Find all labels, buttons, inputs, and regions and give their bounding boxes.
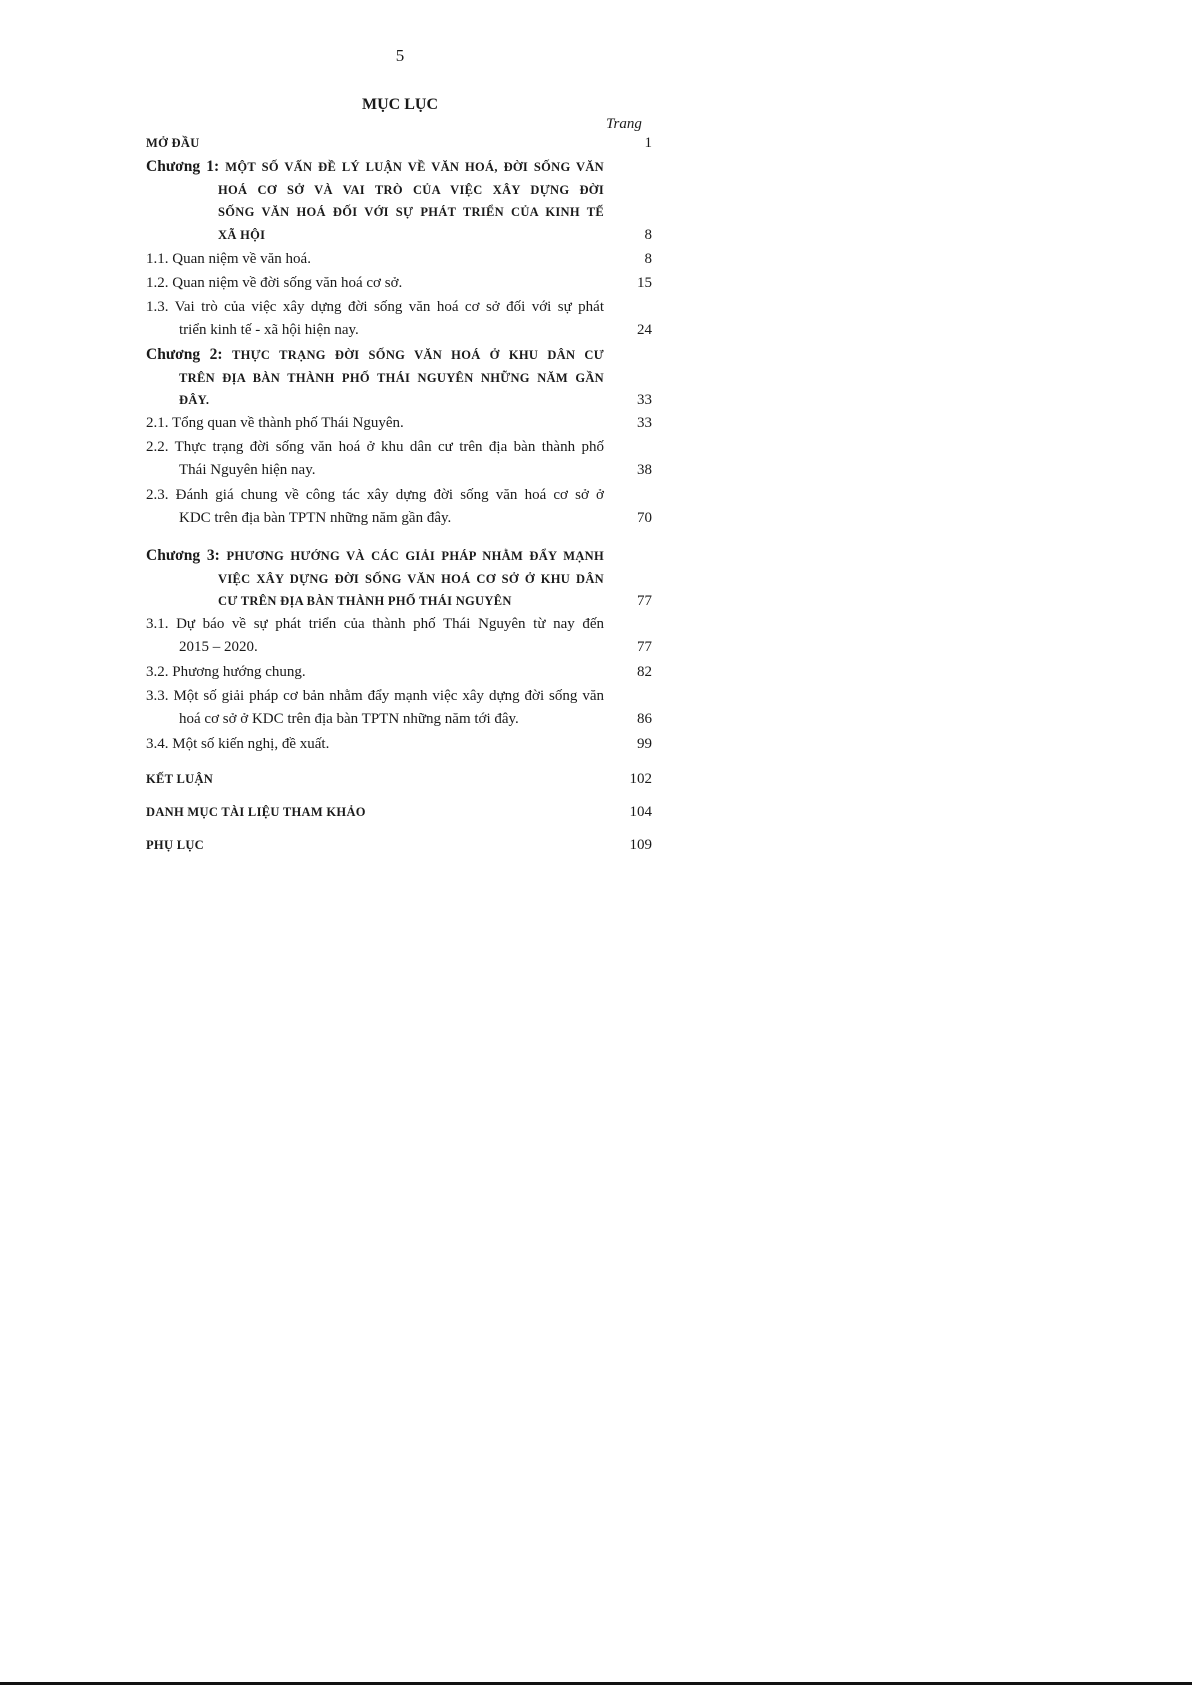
entry-line: triển kinh tế - xã hội hiện nay. [179, 321, 359, 338]
entry-page-number: 99 [637, 736, 652, 752]
entry-line: PHỤ LỤC [146, 838, 205, 852]
entry-line: hoá cơ sở ở KDC trên địa bàn TPTN những năm tới đây. [179, 710, 519, 727]
toc-entry-1-1[interactable] [146, 248, 658, 271]
entry-page-number: 70 [637, 509, 652, 526]
entry-page-number: 24 [637, 321, 652, 338]
toc-entry-2-3[interactable] [146, 484, 658, 529]
toc-entry-1-2[interactable] [146, 272, 658, 295]
toc-entry-ket-luan[interactable] [146, 768, 658, 791]
entry-page-number: 8 [644, 226, 652, 243]
entry-line [146, 156, 604, 179]
entry-page-number: 1 [644, 135, 652, 151]
entry-line [146, 344, 604, 367]
entry-line: KẾT LUẬN [146, 772, 214, 786]
entry-line: KDC trên địa bàn TPTN những năm gần đây. [179, 509, 452, 526]
toc-entry-references[interactable] [146, 801, 658, 824]
toc-entry-appendix[interactable] [146, 834, 658, 857]
entry-line: TRÊN ĐỊA BÀN THÀNH PHỐ THÁI NGUYÊN NHỮNG NĂM GẦN [179, 370, 604, 385]
chapter-title: THỰC TRẠNG ĐỜI SỐNG VĂN HOÁ Ở KHU DÂN CƯ [232, 348, 605, 362]
entry-line: 2.3. Đánh giá chung về công tác xây dựng đời sống văn hoá cơ sở ở [146, 487, 604, 503]
entry-line: 1.1. Quan niệm về văn hoá. [146, 251, 311, 267]
entry-line: 1.3. Vai trò của việc xây dựng đời sống văn hoá cơ sở đối với sự phát [146, 299, 604, 315]
entry-line: Thái Nguyên hiện nay. [179, 461, 316, 478]
chapter-label: Chương 1: [146, 158, 220, 175]
entry-page-number: 82 [637, 664, 652, 680]
toc-entry-2-1[interactable] [146, 412, 658, 435]
entry-page-number: 77 [637, 638, 652, 655]
toc-entry-chapter-2[interactable] [146, 344, 658, 412]
entry-line: 3.3. Một số giải pháp cơ bản nhằm đẩy mạnh việc xây dựng đời sống văn [146, 688, 604, 704]
chapter-label: Chương 2: [146, 346, 223, 363]
entry-line: SỐNG VĂN HOÁ ĐỐI VỚI SỰ PHÁT TRIỂN CỦA KINH TẾ [218, 205, 604, 219]
entry-page-number: 15 [637, 275, 652, 291]
entry-line: 3.2. Phương hướng chung. [146, 664, 306, 680]
entry-line: XÃ HỘI [218, 227, 266, 242]
entry-line: 2.1. Tổng quan về thành phố Thái Nguyên. [146, 415, 404, 431]
entry-page-number: 109 [629, 837, 652, 853]
entry-line: 1.2. Quan niệm về đời sống văn hoá cơ sở. [146, 275, 403, 291]
toc-entry-2-2[interactable] [146, 436, 658, 481]
chapter-label: Chương 3: [146, 547, 220, 564]
entry-line: 3.4. Một số kiến nghị, đề xuất. [146, 736, 330, 752]
entry-page-number: 104 [629, 804, 652, 820]
page-number: 5 [395, 46, 405, 65]
entry-line: 2.2. Thực trạng đời sống văn hoá ở khu dân cư trên địa bàn thành phố [146, 439, 604, 455]
entry-line: MỞ ĐẦU [146, 136, 200, 150]
toc-entry-1-3[interactable] [146, 296, 658, 341]
toc-entry-mo-dau[interactable] [146, 132, 658, 155]
entry-page-number: 8 [644, 251, 652, 267]
toc-entry-3-4[interactable] [146, 733, 658, 756]
toc-entry-3-1[interactable] [146, 613, 658, 658]
entry-line: ĐÂY. [179, 393, 210, 407]
entry-line: HOÁ CƠ SỞ VÀ VAI TRÒ CỦA VIỆC XÂY DỰNG ĐỜI [218, 182, 604, 197]
toc-entry-3-3[interactable] [146, 685, 658, 730]
entry-line: VIỆC XÂY DỰNG ĐỜI SỐNG VĂN HOÁ CƠ SỞ Ở KHU DÂN [218, 571, 604, 586]
entry-page-number: 86 [637, 710, 652, 727]
entry-page-number: 38 [637, 461, 652, 478]
chapter-title: PHƯƠNG HƯỚNG VÀ CÁC GIẢI PHÁP NHẰM ĐẨY MẠNH [226, 549, 605, 563]
chapter-title: MỘT SỐ VẤN ĐỀ LÝ LUẬN VỀ VĂN HOÁ, ĐỜI SỐNG VĂN [225, 160, 604, 174]
entry-page-number: 33 [637, 415, 652, 431]
entry-line: CƯ TRÊN ĐỊA BÀN THÀNH PHỐ THÁI NGUYÊN [218, 594, 512, 608]
page-column-label: Trang [606, 116, 642, 132]
entry-page-number: 102 [629, 771, 652, 787]
entry-line: 2015 – 2020. [179, 638, 258, 655]
entry-line: DANH MỤC TÀI LIỆU THAM KHẢO [146, 805, 366, 819]
toc-entry-3-2[interactable] [146, 661, 658, 684]
entry-line [146, 545, 604, 568]
toc-entry-chapter-1[interactable] [146, 156, 658, 246]
toc-title: MỤC LỤC [362, 96, 438, 113]
entry-page-number: 77 [637, 593, 652, 609]
toc-entry-chapter-3[interactable] [146, 545, 658, 613]
entry-page-number: 33 [637, 392, 652, 408]
entry-line: 3.1. Dự báo về sự phát triển của thành phố Thái Nguyên từ nay đến [146, 616, 604, 632]
